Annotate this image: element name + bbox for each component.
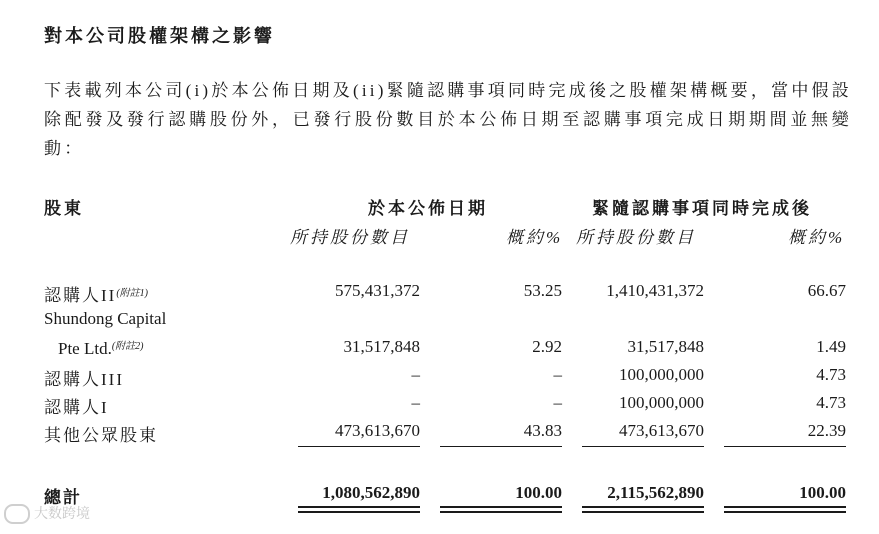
row5-shares-b: 473,613,670	[619, 421, 704, 440]
row-label: 認購人II$^{(附註1)}$	[44, 286, 148, 305]
total-double-rule	[582, 506, 704, 513]
subheader-shares-a: 所持股份數目	[290, 228, 410, 247]
row5-pct-a: 43.83	[523, 421, 562, 440]
row3-shares-a: –	[411, 365, 420, 384]
row-label: 認購人III	[44, 370, 124, 389]
watermark: 大数跨境	[4, 503, 90, 524]
row2-shares-b: 31,517,848	[627, 337, 704, 356]
total-double-rule	[440, 506, 562, 513]
row2-pct-a: 2.92	[532, 337, 562, 356]
row2-pct-b: 1.49	[816, 337, 846, 356]
subheader-shares-b: 所持股份數目	[576, 228, 696, 247]
row3-shares-b: 100,000,000	[619, 365, 704, 384]
total-shares-b: 2,115,562,890	[607, 483, 704, 502]
row1-shares-a: 575,431,372	[335, 281, 420, 300]
row3-pct-b: 4.73	[816, 365, 846, 384]
row5-pct-b: 22.39	[807, 421, 846, 440]
total-shares-a: 1,080,562,890	[322, 483, 420, 502]
row4-pct-a: –	[553, 393, 562, 412]
total-pct-a: 100.00	[515, 483, 562, 502]
row4-pct-b: 4.73	[816, 393, 846, 412]
header-shareholder: 股東	[44, 199, 84, 218]
row5-shares-a: 473,613,670	[335, 421, 420, 440]
row-label: 其他公眾股東	[44, 426, 158, 445]
section-title: 對本公司股權架構之影響	[44, 26, 275, 46]
row4-shares-a: –	[411, 393, 420, 412]
row1-pct-b: 66.67	[807, 281, 846, 300]
total-double-rule	[298, 506, 420, 513]
intro-paragraph: 下表載列本公司(i)於本公佈日期及(ii)緊隨認購事項同時完成後之股權架構概要，當中假設除配發及發行認購股份外，已發行股份數目於本公佈日期至認購事項完成日期期間並無變動：	[44, 81, 852, 158]
total-double-rule	[724, 506, 846, 513]
row2-shares-a: 31,517,848	[343, 337, 420, 356]
row-label-continued: Pte Ltd.$^{(附註2)}$	[58, 339, 144, 358]
subtotal-rule	[440, 446, 562, 447]
header-group-after-completion: 緊隨認購事項同時完成後	[592, 199, 812, 218]
subtotal-rule	[724, 446, 846, 447]
total-pct-b: 100.00	[799, 483, 846, 502]
subtotal-rule	[298, 446, 420, 447]
footnote-ref: (附註1)	[116, 288, 148, 299]
header-group-announcement-date: 於本公佈日期	[368, 199, 488, 218]
row4-shares-b: 100,000,000	[619, 393, 704, 412]
subheader-pct-a: 概約%	[506, 228, 564, 247]
watermark-logo-icon	[4, 504, 30, 524]
subtotal-rule	[582, 446, 704, 447]
row3-pct-a: –	[553, 365, 562, 384]
footnote-ref: (附註2)	[111, 341, 144, 352]
row-label: Shundong Capital	[44, 309, 167, 328]
subheader-pct-b: 概約%	[788, 228, 846, 247]
row-label: 認購人I	[44, 398, 109, 417]
row1-pct-a: 53.25	[523, 281, 562, 300]
total-label: 總計	[44, 488, 82, 507]
row1-shares-b: 1,410,431,372	[606, 281, 704, 300]
